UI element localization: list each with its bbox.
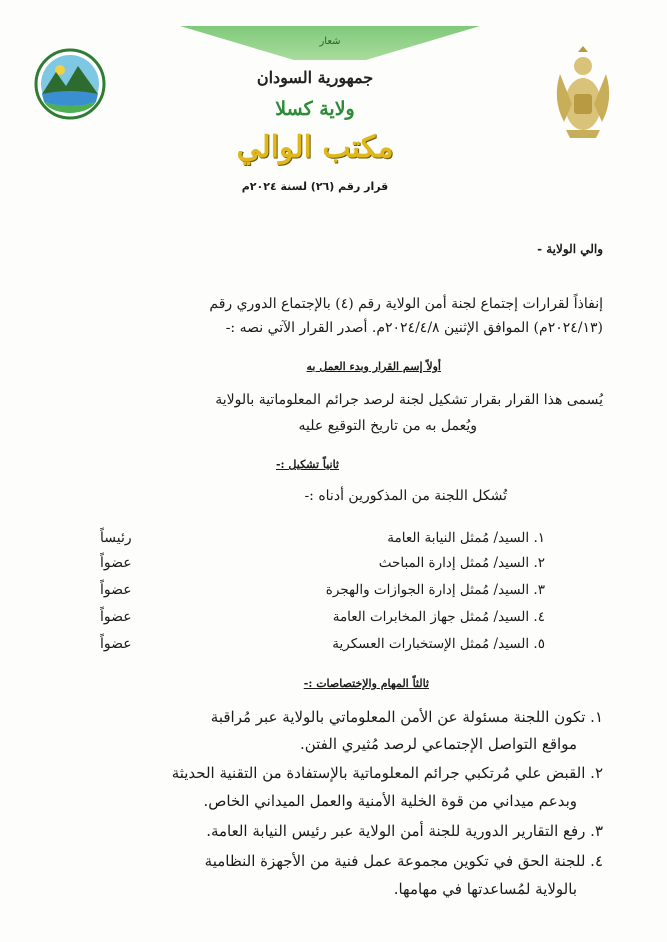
task-line: ٢. القبض علي مُرتكبي جرائم المعلوماتية بالإستفادة من التقنية الحديثة (171, 764, 603, 782)
member-name: ٣. السيد/ مُمثل إدارة الجوازات والهجرة (325, 582, 545, 598)
banner-text: شعار (319, 36, 341, 47)
member-role: رئيساً (100, 530, 132, 546)
intro-line-1: إنفاذاً لقرارات إجتماع لجنة أمن الولاية رقم (٤) بالإجتماع الدوري رقم (209, 296, 603, 312)
member-name: ١. السيد/ مُمثل النيابة العامة (387, 530, 545, 546)
kassala-state-logo-icon (34, 48, 106, 120)
section-2-title: ثانياً تشكيل :- (275, 458, 339, 471)
member-name: ٤. السيد/ مُمثل جهاز المخابرات العامة (332, 609, 545, 625)
intro-line-2: (٢٠٢٤/١٣م) الموافق الإثنين ٢٠٢٤/٤/٨م. أصدر القرار الآتي نصه :- (225, 320, 603, 336)
member-name: ٥. السيد/ مُمثل الإستخبارات العسكرية (332, 636, 545, 652)
member-role: عضواً (100, 582, 132, 598)
section-3-title: ثالثاً المهام والإختصاصات :- (303, 677, 429, 690)
task-line: ٤. للجنة الحق في تكوين مجموعة عمل فنية من الأجهزة النظامية (204, 852, 603, 870)
member-name: ٢. السيد/ مُمثل إدارة المباحث (378, 555, 545, 571)
member-role: عضواً (100, 636, 132, 652)
member-role: عضواً (100, 555, 132, 571)
state-name: ولاية كسلا (275, 98, 355, 120)
office-title: مكتب الوالي (236, 130, 394, 165)
governor-label: والي الولاية - (537, 242, 603, 256)
task-line: وبدعم ميداني من قوة الخلية الأمنية والعمل الميداني الخاص. (203, 792, 577, 810)
section-2-intro: تُشكل اللجنة من المذكورين أدناه :- (304, 488, 507, 504)
decision-number: قرار رقم (٢٦) لسنة ٢٠٢٤م (241, 180, 389, 193)
task-line: بالولاية لمُساعدتها في مهامها. (393, 880, 577, 898)
section-1-line-1: يُسمى هذا القرار بقرار تشكيل لجنة لرصد جرائم المعلوماتية بالولاية (215, 392, 603, 408)
task-line: ١. تكون اللجنة مسئولة عن الأمن المعلوماتي بالولاية عبر مُراقبة (210, 708, 603, 726)
section-1-title: أولاً إسم القرار وبدء العمل به (306, 360, 441, 373)
task-line: ٣. رفع التقارير الدورية للجنة أمن الولاية عبر رئيس النيابة العامة. (206, 822, 603, 840)
task-line: مواقع التواصل الإجتماعي لرصد مُثيري الفتن. (299, 735, 577, 753)
country-name: جمهورية السودان (256, 68, 374, 87)
sudan-eagle-emblem-icon (548, 44, 618, 144)
section-1-line-2: ويُعمل به من تاريخ التوقيع عليه (298, 418, 477, 434)
member-role: عضواً (100, 609, 132, 625)
